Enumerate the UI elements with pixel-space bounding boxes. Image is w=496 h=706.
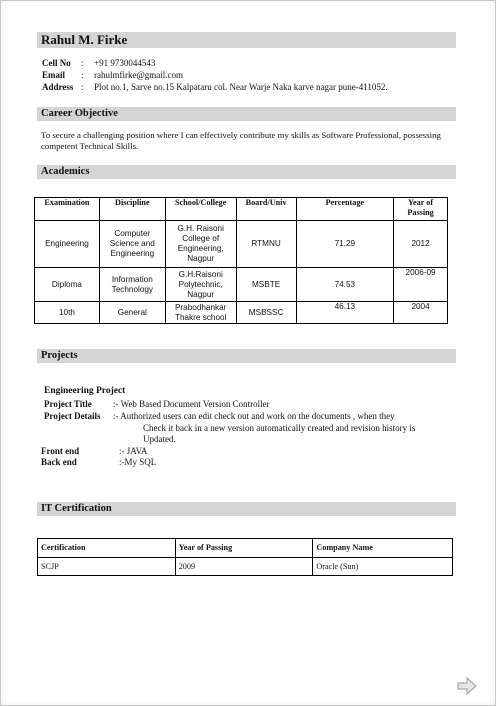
career-objective-text: To secure a challenging position where I can effectively contribute my skills as Software Professional, possessing competent Technical Skills. (41, 130, 441, 151)
column-header: School/College (165, 198, 236, 221)
column-header: Examination (35, 198, 100, 221)
table-cell: 2006-09 (394, 268, 448, 302)
projects-heading: Projects (37, 349, 456, 363)
column-header: Year of Passing (394, 198, 448, 221)
table-header-row (38, 539, 453, 558)
table-cell: 2004 (394, 302, 448, 324)
next-arrow-icon[interactable] (457, 677, 477, 695)
column-header: Percentage (296, 198, 394, 221)
column-header: Company Name (313, 539, 453, 558)
frontend-value: :- JAVA (119, 446, 148, 456)
email-label: Email (42, 70, 66, 80)
project-details-label: Project Details (44, 411, 101, 421)
table-cell: Diploma (35, 268, 100, 302)
column-header: Board/Univ (236, 198, 296, 221)
table-cell: 46.13 (296, 302, 394, 324)
table-cell: Information Technology (99, 268, 165, 302)
career-objective-heading: Career Objective (37, 107, 456, 121)
table-header-row (35, 198, 448, 221)
table-cell: 74.53 (296, 268, 394, 302)
table-cell: Prabodhankar Thakre school (165, 302, 236, 324)
certification-table (37, 538, 453, 576)
frontend-label: Front end (41, 446, 80, 456)
email-value: rahulmfirke@gmail.com (94, 70, 184, 80)
table-cell: RTMNU (236, 221, 296, 268)
table-row (38, 558, 453, 576)
table-cell: Computer Science and Engineering (99, 221, 165, 268)
column-header: Discipline (99, 198, 165, 221)
table-cell: Engineering (35, 221, 100, 268)
column-header: Certification (38, 539, 176, 558)
column-header: Year of Passing (175, 539, 313, 558)
table-cell: 2012 (394, 221, 448, 268)
table-cell: 2009 (175, 558, 313, 576)
table-row (35, 268, 448, 302)
table-cell: MSBSSC (236, 302, 296, 324)
table-cell: G.H. Raisoni College of Engineering, Nagpur (165, 221, 236, 268)
project-details-line: Check it back in a new version automatically created and revision history is (143, 423, 416, 433)
table-cell: 10th (35, 302, 100, 324)
table-cell: SCJP (38, 558, 176, 576)
table-cell: General (99, 302, 165, 324)
cell-label: Cell No (42, 58, 71, 68)
backend-value: :-My SQL (119, 457, 157, 467)
backend-label: Back end (41, 457, 77, 467)
table-cell: G.H.Raisoni Polytechnic, Nagpur (165, 268, 236, 302)
table-row (35, 302, 448, 324)
it-certification-heading: IT Certification (37, 502, 456, 516)
address-label: Address (42, 82, 74, 92)
project-title-label: Project Title (44, 399, 92, 409)
colon: : (81, 70, 84, 80)
cell-value: +91 9730044543 (94, 58, 156, 68)
project-details-line: :- Authorized users can edit check out and work on the documents , when they (113, 411, 395, 421)
candidate-name: Rahul M. Firke (37, 32, 456, 48)
project-details-line: Updated. (143, 434, 176, 444)
table-row (35, 221, 448, 268)
academics-table (34, 197, 448, 324)
table-cell: Oracle (Sun) (313, 558, 453, 576)
project-title-value: :- Web Based Document Version Controller (113, 399, 270, 409)
project-name: Engineering Project (44, 386, 126, 396)
table-cell: 71.29 (296, 221, 394, 268)
colon: : (81, 58, 84, 68)
address-value: Plot no.1, Sarve no.15 Kalpataru col. Near Warje Naka karve nagar pune-411052. (94, 82, 388, 92)
academics-heading: Academics (37, 165, 456, 179)
colon: : (81, 82, 84, 92)
table-cell: MSBTE (236, 268, 296, 302)
